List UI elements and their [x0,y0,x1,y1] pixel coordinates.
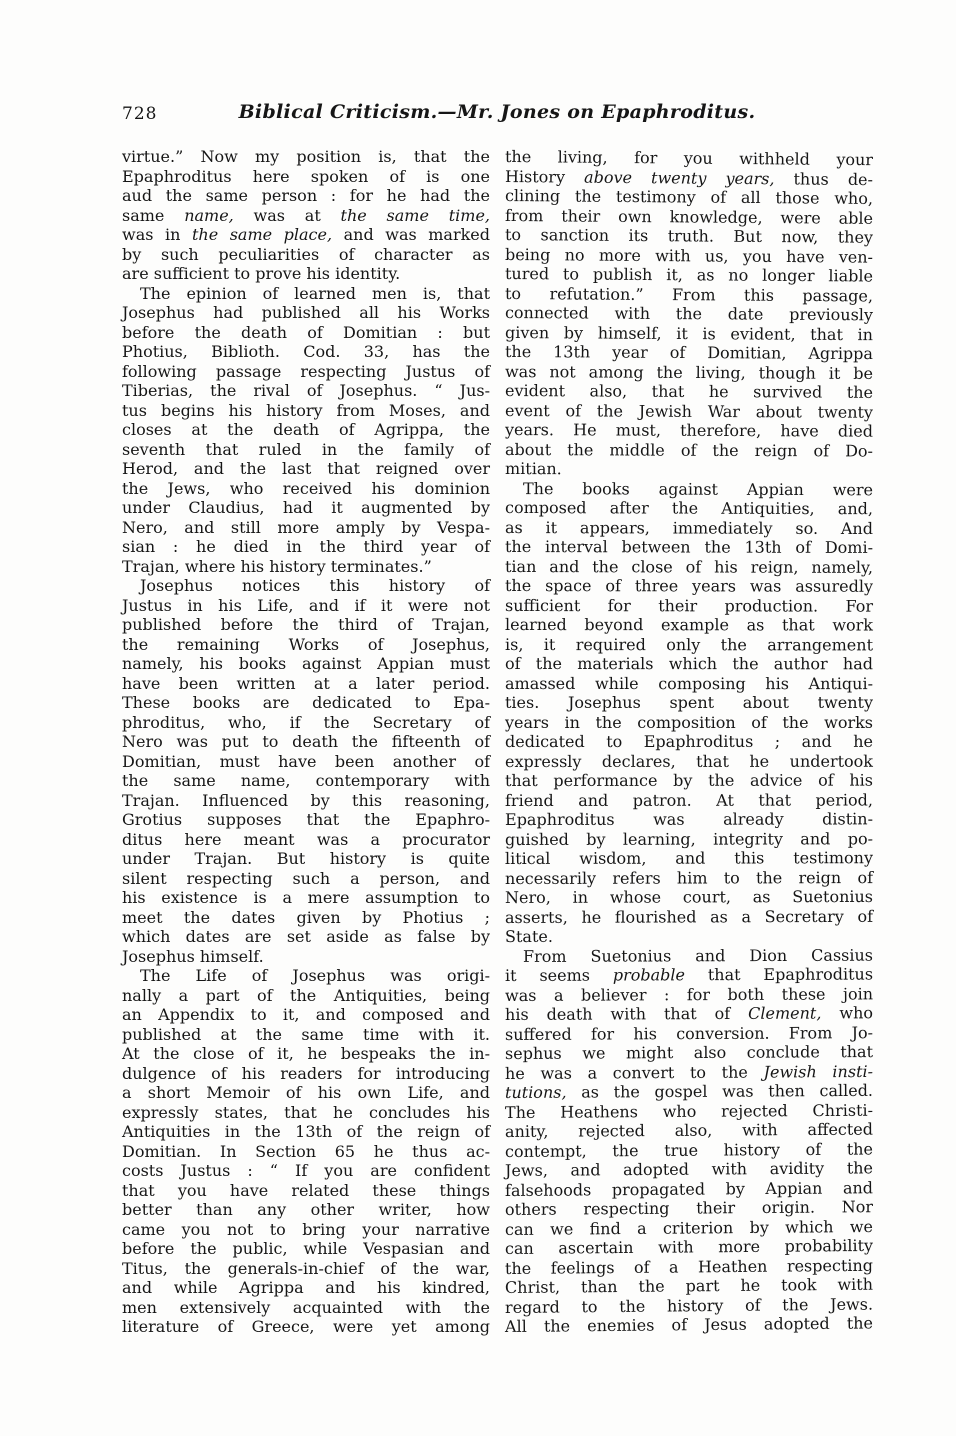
text-line: are sufficient to prove his identity. [122,264,401,283]
text-line: can ascertain with more probability [504,1235,874,1258]
text-line: he was a convert to the Jewish insti- [504,1061,874,1083]
text-line: friend and patron. At that period, [504,790,874,810]
text-line: aud the same person : for he had the [122,186,490,205]
text-line: seventh that ruled in the family of [122,439,490,459]
text-line: about the middle of the reign of Do- [504,439,874,461]
text-line: composed after the Antiquities, and, [504,498,874,519]
text-line: the interval between the 13th of Domi- [504,537,874,557]
text-line: Nero, in whose court, as Suetonius [504,886,874,907]
text-line: litical wisdom, and this testimony [504,848,874,868]
text-line: event of the Jewish War about twenty [504,400,874,422]
text-line: and while Agrippa and his kindred, [122,1278,490,1297]
right-column [505,147,873,1337]
text-line: before the public, while Vespasian and [122,1239,490,1258]
text-line: expressly declares, that he undertook [504,751,874,771]
text-line: published before the third of Trajan, [122,615,490,634]
text-line: tus begins his history from Moses, and [122,400,490,420]
page-header [0,101,956,131]
text-line: The Life of Josephus was origi- [140,966,490,985]
text-line: is, it required only the arrangement [504,634,874,654]
text-line: suffered for his conversion. From Jo- [504,1022,874,1044]
text-line: years in the composition of the works [504,712,874,732]
text-line: dulgence of his readers for introducing [122,1063,490,1083]
text-line: All the enemies of Jesus adopted the [504,1313,874,1336]
text-line: closes at the death of Agrippa, the [122,420,490,439]
text-line: years. He must, therefore, have died [504,420,874,441]
text-line: evident also, that he survived the [504,381,874,402]
text-line: Herod, and the last that reigned over [122,459,490,478]
text-line: namely, his books against Appian must [122,654,490,673]
text-line: that performance by the advice of his [504,770,874,790]
text-line: virtue.” Now my position is, that the [122,147,490,166]
page-number: 728 [122,104,158,124]
text-line: Epaphroditus here spoken of is one [122,166,490,186]
text-line: Josephus himself. [122,946,264,966]
text-line: was not among the living, though it be [504,361,874,383]
text-line: sephus we might also conclude that [504,1042,874,1063]
text-line: to sanction its truth. But now, they [504,225,874,247]
text-line: tian and the close of his reign, namely, [504,556,874,577]
text-line: asserts, he flourished as a Secretary of [504,906,874,927]
text-line: dedicated to Epaphroditus ; and he [504,731,874,751]
text-line: Josephus had published all his Works [122,303,490,322]
text-line: before the death of Domitian : but [122,322,490,342]
text-line: Justus in his Life, and if it were not [122,595,490,615]
text-line: the space of three years was assuredly [504,576,874,596]
text-line: sufficient for their production. For [504,595,874,616]
text-line: ties. Josephus spent about twenty [504,693,874,713]
text-line: Jews, and adopted with avidity the [504,1158,874,1180]
text-line: learned beyond example as that work [504,615,874,635]
page-title: Biblical Criticism.—Mr. Jones on Epaphroditus. [238,101,756,123]
text-line: by such peculiarities of character as [122,244,490,264]
text-line: the same name, contemporary with [122,771,490,790]
text-line: an Appendix to it, and composed and [122,1005,490,1024]
text-line: the 13th year of Domitian, Agrippa [504,342,874,364]
text-line: Nero, and still more amply by Vespa- [122,517,490,537]
text-line: the living, for you withheld your [504,147,874,170]
text-line: Trajan. Influenced by this reasoning, [122,790,490,810]
text-line: guished by learning, integrity and po- [504,828,874,849]
text-line: Titus, the generals-in-chief of the war, [122,1258,490,1278]
text-line: given by himself, it is evident, that in [504,322,874,344]
text-line: silent respecting such a person, and [122,868,490,888]
text-line: Epaphroditus was already distin- [504,809,874,829]
text-line: Tiberias, the rival of Josephus. “ Jus- [122,381,490,400]
text-line: amassed while composing his Antiqui- [504,673,874,693]
text-line: same name, was at the same time, [122,205,490,225]
text-line: The Heathens who rejected Christi- [504,1100,874,1122]
text-line: Antiquities in the 13th of the reign of [122,1122,490,1141]
text-line: connected with the date previously [504,303,874,325]
text-line: under Trajan. But history is quite [122,849,490,868]
text-line: a short Memoir of his own Life, and [122,1083,490,1102]
text-line: Josephus notices this history of [140,576,490,595]
text-line: expressly states, that he concludes his [122,1102,490,1122]
text-line: can we find a criterion by which we [504,1216,874,1239]
text-line: men extensively acquainted with the [122,1297,490,1317]
text-line: The epinion of learned men is, that [140,283,490,303]
text-line: contempt, the true history of the [504,1138,874,1161]
text-line: Nero was put to death the fifteenth of [122,732,490,751]
text-line: regard to the history of the Jews. [504,1294,874,1317]
text-line: that you have related these things [122,1180,490,1200]
text-line: phroditus, who, if the Secretary of [122,712,490,732]
left-column [122,147,490,1337]
text-line: Grotius supposes that the Epaphro- [122,810,490,829]
text-line: tured to publish it, as no longer liable [504,264,874,286]
text-line: as it appears, immediately so. And [504,517,874,538]
text-line: Christ, than the part he took with [504,1274,874,1297]
text-line: mitian. [504,459,562,479]
text-line: which dates are set aside as false by [122,927,490,946]
text-line: History above twenty years, thus de- [504,166,874,189]
text-line: clining the testimony of all those who, [504,186,874,208]
text-line: costs Justus : “ If you are confident [122,1161,490,1180]
text-line: under Claudius, had it augmented by [122,498,490,517]
text-line: ditus here meant was a procurator [122,829,490,849]
text-line: Domitian, must have been another of [122,751,490,771]
text-line: his death with that of Clement, who [504,1003,874,1024]
text-line: meet the dates given by Photius ; [122,907,490,927]
text-line: being no more with us, you have ven- [504,244,874,267]
text-line: to refutation.” From this passage, [504,283,874,305]
text-line: was a believer : for both these join [504,983,874,1005]
text-line: better than any other writer, how [122,1200,490,1219]
text-line: literature of Greece, were yet among [122,1317,490,1336]
text-line: necessarily refers him to the reign of [504,867,874,888]
text-line: These books are dedicated to Epa- [122,693,490,712]
text-line: following passage respecting Justus of [122,361,490,381]
text-line: falsehoods propagated by Appian and [504,1177,874,1200]
text-line: the feelings of a Heathen respecting [504,1255,874,1278]
text-line: the remaining Works of Josephus, [122,634,490,654]
text-line: The books against Appian were [522,478,874,499]
text-line: sian : he died in the third year of [122,537,490,556]
text-line: came you not to bring your narrative [122,1219,490,1239]
text-line: of the materials which the author had [504,654,874,674]
text-line: it seems probable that Epaphroditus [504,964,874,985]
text-line: tutions, as the gospel was then called. [504,1080,874,1102]
text-line: was in the same place, and was marked [122,225,491,244]
text-line: have been written at a later period. [122,673,490,693]
text-line: his existence is a mere assumption to [122,888,490,907]
text-line: Photius, Biblioth. Cod. 33, has the [122,342,490,361]
text-line: from their own knowledge, were able [504,205,874,228]
text-line: others respecting their origin. Nor [504,1197,874,1219]
text-line: anity, rejected also, with affected [504,1119,874,1141]
text-line: the Jews, who received his dominion [122,478,490,498]
text-line: From Suetonius and Dion Cassius [522,945,874,966]
text-line: At the close of it, he bespeaks the in- [122,1044,490,1063]
text-line: State. [504,926,553,946]
text-line: published at the same time with it. [122,1024,490,1044]
text-line: Trajan, where his history terminates.” [122,556,432,576]
text-line: Domitian. In Section 65 he thus ac- [122,1141,490,1161]
text-line: nally a part of the Antiquities, being [122,985,490,1005]
